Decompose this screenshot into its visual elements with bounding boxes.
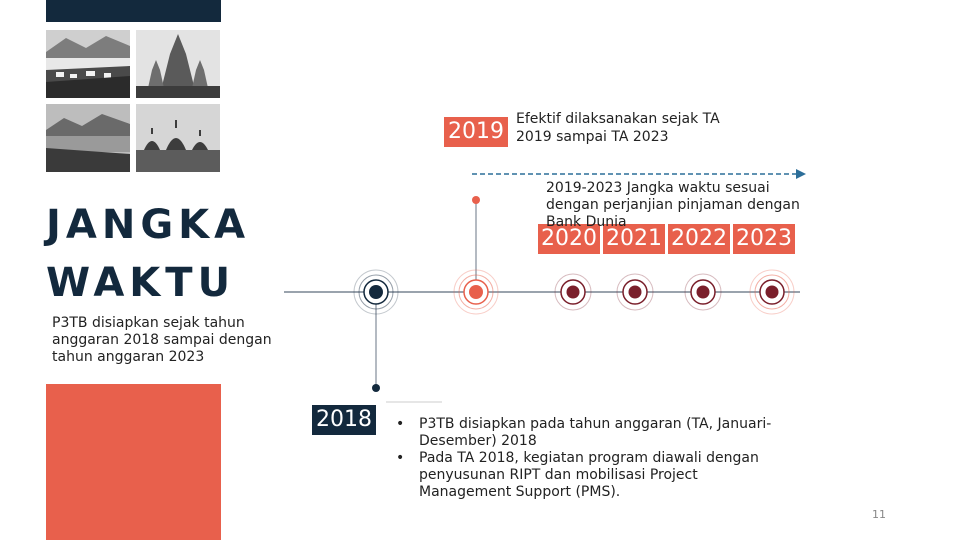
year-label-2018: 2018 (312, 405, 376, 435)
list-item: • Pada TA 2018, kegiatan program diawali dengan penyusunan RIPT dan mobilisasi Project Management Support (PMS). (396, 450, 776, 501)
node-2022 (685, 274, 721, 310)
page-number: 11 (872, 508, 886, 521)
connector-dot-2018 (372, 384, 380, 392)
note-loan-period: 2019-2023 Jangka waktu sesuai dengan perjanjian pinjaman dengan Bank Dunia (546, 180, 800, 230)
year-label-2020: 2020 (538, 224, 600, 254)
year-label-2021: 2021 (603, 224, 665, 254)
note-2019: Efektif dilaksanakan sejak TA 2019 sampai TA 2023 (516, 111, 720, 145)
description-text: P3TB disiapkan sejak tahun anggaran 2018 sampai dengan tahun anggaran 2023 (52, 315, 272, 365)
node-2021 (617, 274, 653, 310)
connector-dot-2019 (472, 196, 480, 204)
year-label-2023: 2023 (733, 224, 795, 254)
node-2020 (555, 274, 591, 310)
title-line-2: WAKTU (46, 260, 236, 306)
year-label-2019: 2019 (444, 117, 508, 147)
bullet-list-2018 (396, 416, 776, 501)
list-item: • P3TB disiapkan pada tahun anggaran (TA, Januari-Desember) 2018 (396, 416, 776, 450)
year-label-2022: 2022 (668, 224, 730, 254)
title-line-1: JANGKA (46, 202, 251, 248)
range-arrow-icon (796, 169, 806, 179)
